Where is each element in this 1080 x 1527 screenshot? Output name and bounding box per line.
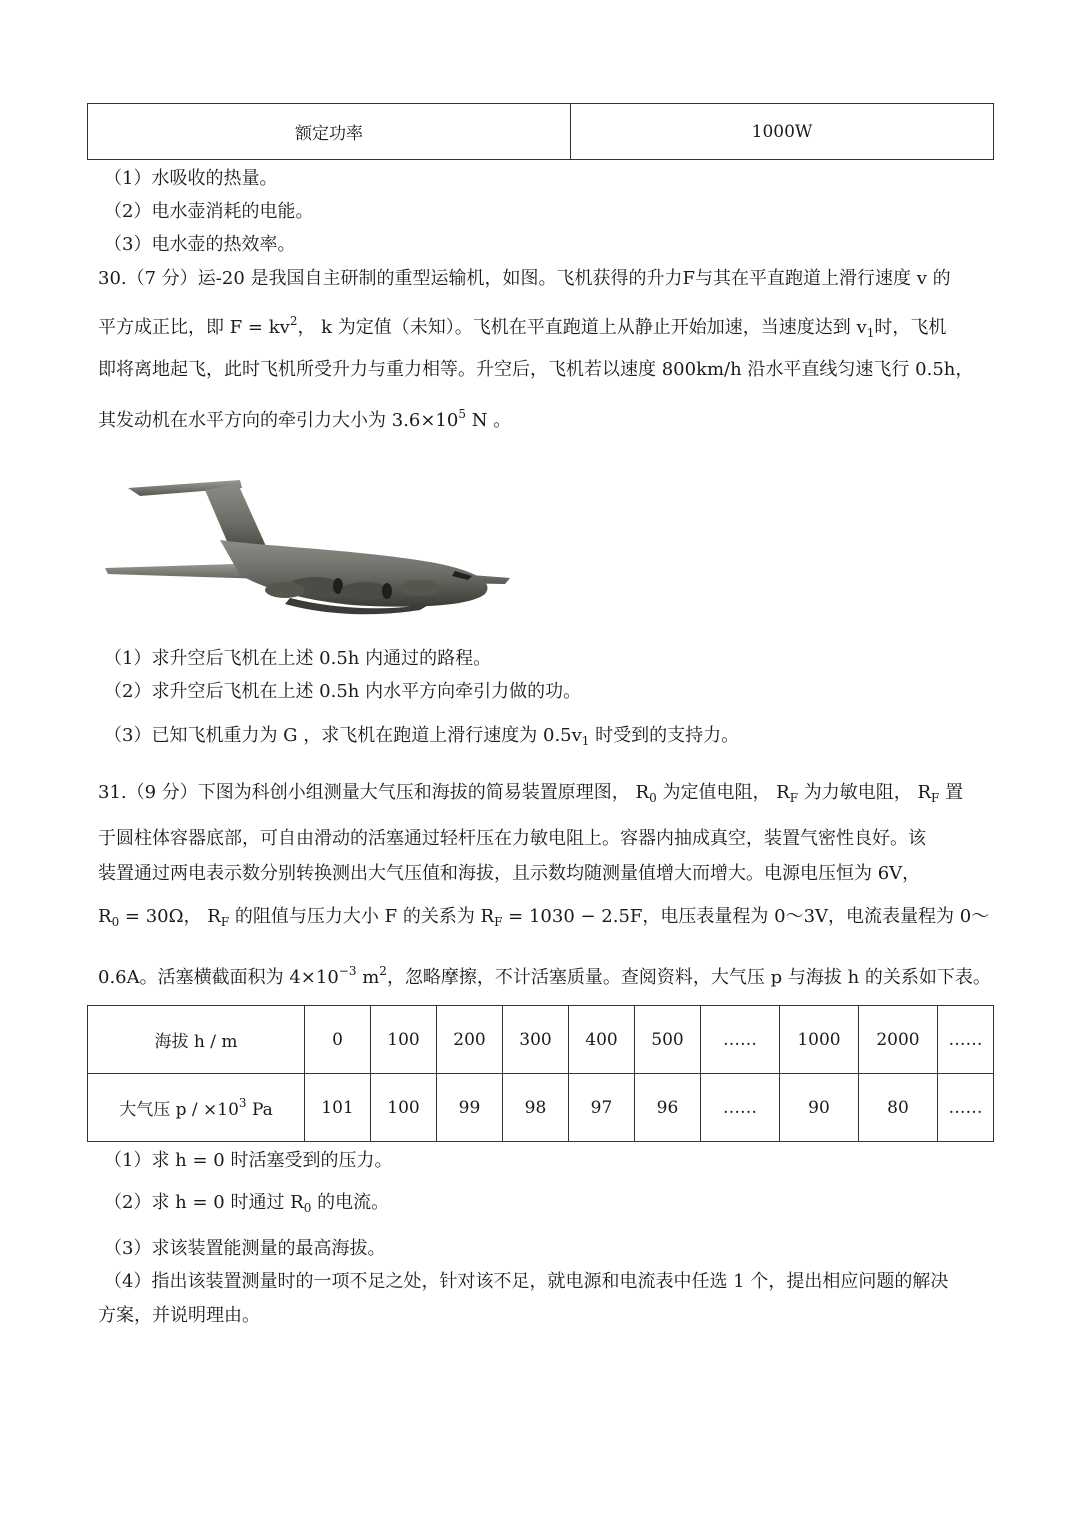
q30-force-unit: N 。 [465, 410, 512, 431]
table-cell: 500 [635, 1006, 701, 1074]
q30-line4 [98, 408, 511, 430]
q31-sub2-subscript: 0 [303, 1201, 312, 1215]
q31-line4 [98, 908, 989, 928]
q29-sub2: （2）电水壶消耗的电能。 [104, 201, 314, 222]
table-cell: 80 [859, 1074, 938, 1142]
q29-sub3: （3）电水壶的热效率。 [104, 234, 296, 255]
table-cell: 99 [437, 1074, 503, 1142]
spec-label: 额定功率 [88, 104, 571, 160]
q31-sub3: （3）求该装置能测量的最高海拔。 [104, 1238, 386, 1259]
q30-line1: 30.（7 分）运-20 是我国自主研制的重型运输机，如图。飞机获得的升力F与其在平直跑道上滑行速度 v 的 [98, 268, 951, 289]
q30-exp: 2 [289, 314, 298, 328]
q30-sub3-end: 时受到的支持力。 [589, 725, 740, 746]
q31-line3: 装置通过两电表示数分别转换测出大气压值和海拔，且示数均随测量值增大而增大。电源电压恒为 6V， [98, 863, 921, 884]
q30-formula: 平方成正比，即 F = kv [98, 317, 290, 338]
q30-sub3 [104, 727, 739, 747]
q31-sub-c: F [931, 791, 940, 805]
q31-sub2-text: （2）求 h = 0 时通过 R [104, 1192, 304, 1213]
q31-r0-sub: 0 [111, 915, 120, 929]
q31-rf-formula: = 1030 − 2.5F，电压表量程为 0～3V，电流表量程为 0～ [502, 906, 990, 927]
q31-line1 [98, 784, 963, 804]
q31-sub2-end: 的电流。 [311, 1192, 390, 1213]
table-header-pressure [88, 1074, 305, 1142]
table-cell: 100 [371, 1074, 437, 1142]
q31-line2: 于圆柱体容器底部，可自由滑动的活塞通过轻杆压在力敏电阻上。容器内抽成真空，装置气密性良好。该 [98, 828, 926, 849]
q31-rf-sub2: F [494, 915, 503, 929]
table-cell: 0 [305, 1006, 371, 1074]
q30-text-end: 时，飞机 [874, 317, 947, 338]
table-cell: 90 [780, 1074, 859, 1142]
q30-sub2: （2）求升空后飞机在上述 0.5h 内水平方向牵引力做的功。 [104, 681, 582, 702]
table-cell: …… [701, 1006, 780, 1074]
table-cell: 400 [569, 1006, 635, 1074]
q30-sub1: （1）求升空后飞机在上述 0.5h 内通过的路程。 [104, 648, 492, 669]
q31-sub1: （1）求 h = 0 时活塞受到的压力。 [104, 1150, 393, 1171]
table-cell: …… [938, 1006, 994, 1074]
table-cell: 1000 [780, 1006, 859, 1074]
q31-r0: R [98, 906, 112, 927]
q31-area-unit-exp: 2 [379, 964, 387, 978]
table-cell: 97 [569, 1074, 635, 1142]
q30-sub3-text: （3）已知飞机重力为 G ，求飞机在跑道上滑行速度为 0.5v [104, 725, 582, 746]
spec-table [87, 103, 994, 160]
q31-r0-val: = 30Ω， R [119, 906, 221, 927]
table-cell: 98 [503, 1074, 569, 1142]
table-cell: 200 [437, 1006, 503, 1074]
q31-rf-text: 的阻值与压力大小 F 的关系为 R [229, 906, 495, 927]
table-cell: 300 [503, 1006, 569, 1074]
q30-sub: 1 [866, 326, 875, 340]
pressure-unit: Pa [246, 1100, 273, 1120]
q31-area-exp: −3 [338, 964, 357, 978]
q31-text-d: 置 [939, 782, 964, 803]
q31-text-b: 为定值电阻， R [656, 782, 790, 803]
q31-sub4-line2: 方案，并说明理由。 [98, 1305, 260, 1326]
q31-area-text: ，忽略摩擦，不计活塞质量。查阅资料，大气压 p 与海拔 h 的关系如下表。 [386, 967, 991, 988]
pressure-exp: 3 [238, 1096, 247, 1110]
q31-sub-b: F [789, 791, 799, 805]
q29-sub1: （1）水吸收的热量。 [104, 168, 278, 189]
transport-aircraft-illustration [100, 470, 515, 630]
q30-force: 其发动机在水平方向的牵引力大小为 3.6×10 [98, 410, 459, 431]
q31-area-unit: m [356, 967, 380, 988]
q30-force-exp: 5 [458, 407, 466, 421]
q30-text: ， k 为定值（未知）。飞机在平直跑道上从静止开始加速，当速度达到 v [297, 317, 867, 338]
table-cell: …… [701, 1074, 780, 1142]
q31-line5 [98, 965, 991, 987]
q31-sub-a: 0 [649, 791, 657, 805]
pressure-label: 大气压 p / ×10 [119, 1100, 239, 1120]
q30-line2 [98, 315, 946, 339]
table-cell: 96 [635, 1074, 701, 1142]
q31-text-a: 31.（9 分）下图为科创小组测量大气压和海拔的简易装置原理图， R [98, 782, 650, 803]
spec-value: 1000W [571, 104, 994, 160]
table-cell: …… [938, 1074, 994, 1142]
table-cell: 2000 [859, 1006, 938, 1074]
table-cell: 101 [305, 1074, 371, 1142]
q31-sub2 [104, 1194, 389, 1214]
q31-text-c: 为力敏电阻， R [798, 782, 932, 803]
q31-rf-sub: F [220, 915, 230, 929]
table-cell: 100 [371, 1006, 437, 1074]
table-header-altitude: 海拔 h / m [88, 1006, 305, 1074]
altitude-pressure-table [87, 1005, 994, 1142]
q31-area: 0.6A。活塞横截面积为 4×10 [98, 967, 339, 988]
q30-sub3-subscript: 1 [581, 734, 590, 748]
q31-sub4-line1: （4）指出该装置测量时的一项不足之处，针对该不足，就电源和电流表中任选 1 个，提出相应问题的解决 [104, 1271, 949, 1292]
q30-line3: 即将离地起飞，此时飞机所受升力与重力相等。升空后，飞机若以速度 800km/h 沿水平直线匀速飞行 0.5h， [98, 359, 974, 380]
